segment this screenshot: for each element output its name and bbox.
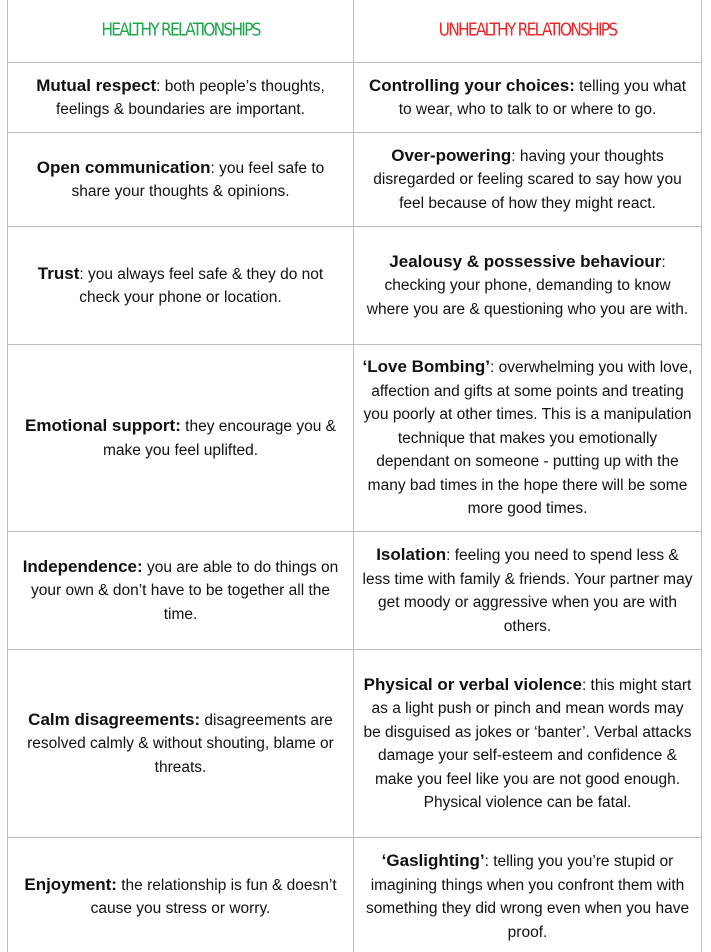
healthy-description: : you always feel safe & they do not check your phone or location. [79, 265, 324, 306]
header-row [8, 0, 702, 63]
unhealthy-description: : this might start as a light push or pinch and mean words may be disguised as jokes or ‘banter’. Verbal attacks damage your self-esteem and confidence & make you feel like you are not good enough. Physical violence can be fatal. [363, 676, 692, 811]
unhealthy-description: : telling you you’re stupid or imagining things when you confront them with something they did wrong even when you have proof. [365, 853, 690, 941]
unhealthy-description: : feeling you need to spend less & less time with family & friends. Your partner may get moody or aggressive when you are with others. [362, 547, 693, 635]
unhealthy-cell [354, 838, 702, 952]
healthy-term: Enjoyment: [24, 874, 117, 894]
healthy-term: Open communication [36, 157, 211, 177]
healthy-term: Emotional support: [25, 416, 181, 435]
table-row [8, 345, 702, 532]
healthy-cell [8, 133, 354, 227]
unhealthy-cell [354, 650, 702, 838]
healthy-description: the relationship is fun & doesn’t cause you stress or worry. [90, 876, 337, 917]
unhealthy-cell [354, 227, 702, 345]
healthy-description: you are able to do things on your own & don’t have to be together all the time. [30, 558, 339, 623]
unhealthy-cell [354, 532, 702, 650]
healthy-cell [8, 345, 354, 532]
healthy-description: disagreements are resolved calmly & without shouting, blame or threats. [27, 711, 334, 776]
table-row [8, 227, 702, 345]
healthy-cell [8, 63, 354, 133]
unhealthy-description: : checking your phone, demanding to know where you are & questioning who you are with. [366, 253, 689, 318]
unhealthy-term: Physical or verbal violence [363, 674, 582, 694]
unhealthy-heading: UNHEALTHY RELATIONSHIPS [354, 0, 702, 66]
unhealthy-cell [354, 133, 702, 227]
healthy-heading: HEALTHY RELATIONSHIPS [8, 0, 354, 66]
unhealthy-cell [354, 345, 702, 532]
healthy-term: Independence: [22, 556, 143, 576]
unhealthy-term: Controlling your choices: [368, 75, 575, 95]
table-row [8, 63, 702, 133]
unhealthy-description: : overwhelming you with love, affection and gifts at some points and treating you poorly at other times. This is a manipulation technique that makes you emotionally dependant on someone - putting up with the many bad times in the hope there will be some more good times. [363, 359, 693, 518]
table-row [8, 133, 702, 227]
unhealthy-term: Jealousy & possessive behaviour [389, 251, 662, 271]
healthy-description: : both people’s thoughts, feelings & boundaries are important. [55, 77, 325, 118]
healthy-term: Trust [37, 263, 80, 283]
healthy-cell [8, 650, 354, 838]
unhealthy-term: Isolation [376, 545, 447, 564]
table-row [8, 650, 702, 838]
relationships-table [7, 0, 702, 952]
healthy-description: : you feel safe to share your thoughts & opinions. [71, 159, 325, 200]
healthy-cell [8, 532, 354, 650]
table-row [8, 838, 702, 952]
healthy-description: they encourage you & make you feel uplifted. [102, 418, 336, 459]
unhealthy-term: Over-powering [391, 145, 512, 165]
unhealthy-description: telling you what to wear, who to talk to or where to go. [398, 77, 687, 118]
unhealthy-term: ‘Love Bombing’ [362, 357, 491, 377]
healthy-term: Mutual respect [36, 75, 157, 95]
unhealthy-description: : having your thoughts disregarded or feeling scared to say how you feel because of how they might react. [373, 147, 682, 212]
unhealthy-term: ‘Gaslighting’ [381, 851, 485, 870]
healthy-cell [8, 227, 354, 345]
table-row [8, 532, 702, 650]
unhealthy-cell [354, 63, 702, 133]
healthy-cell [8, 838, 354, 952]
healthy-term: Calm disagreements: [28, 709, 201, 729]
